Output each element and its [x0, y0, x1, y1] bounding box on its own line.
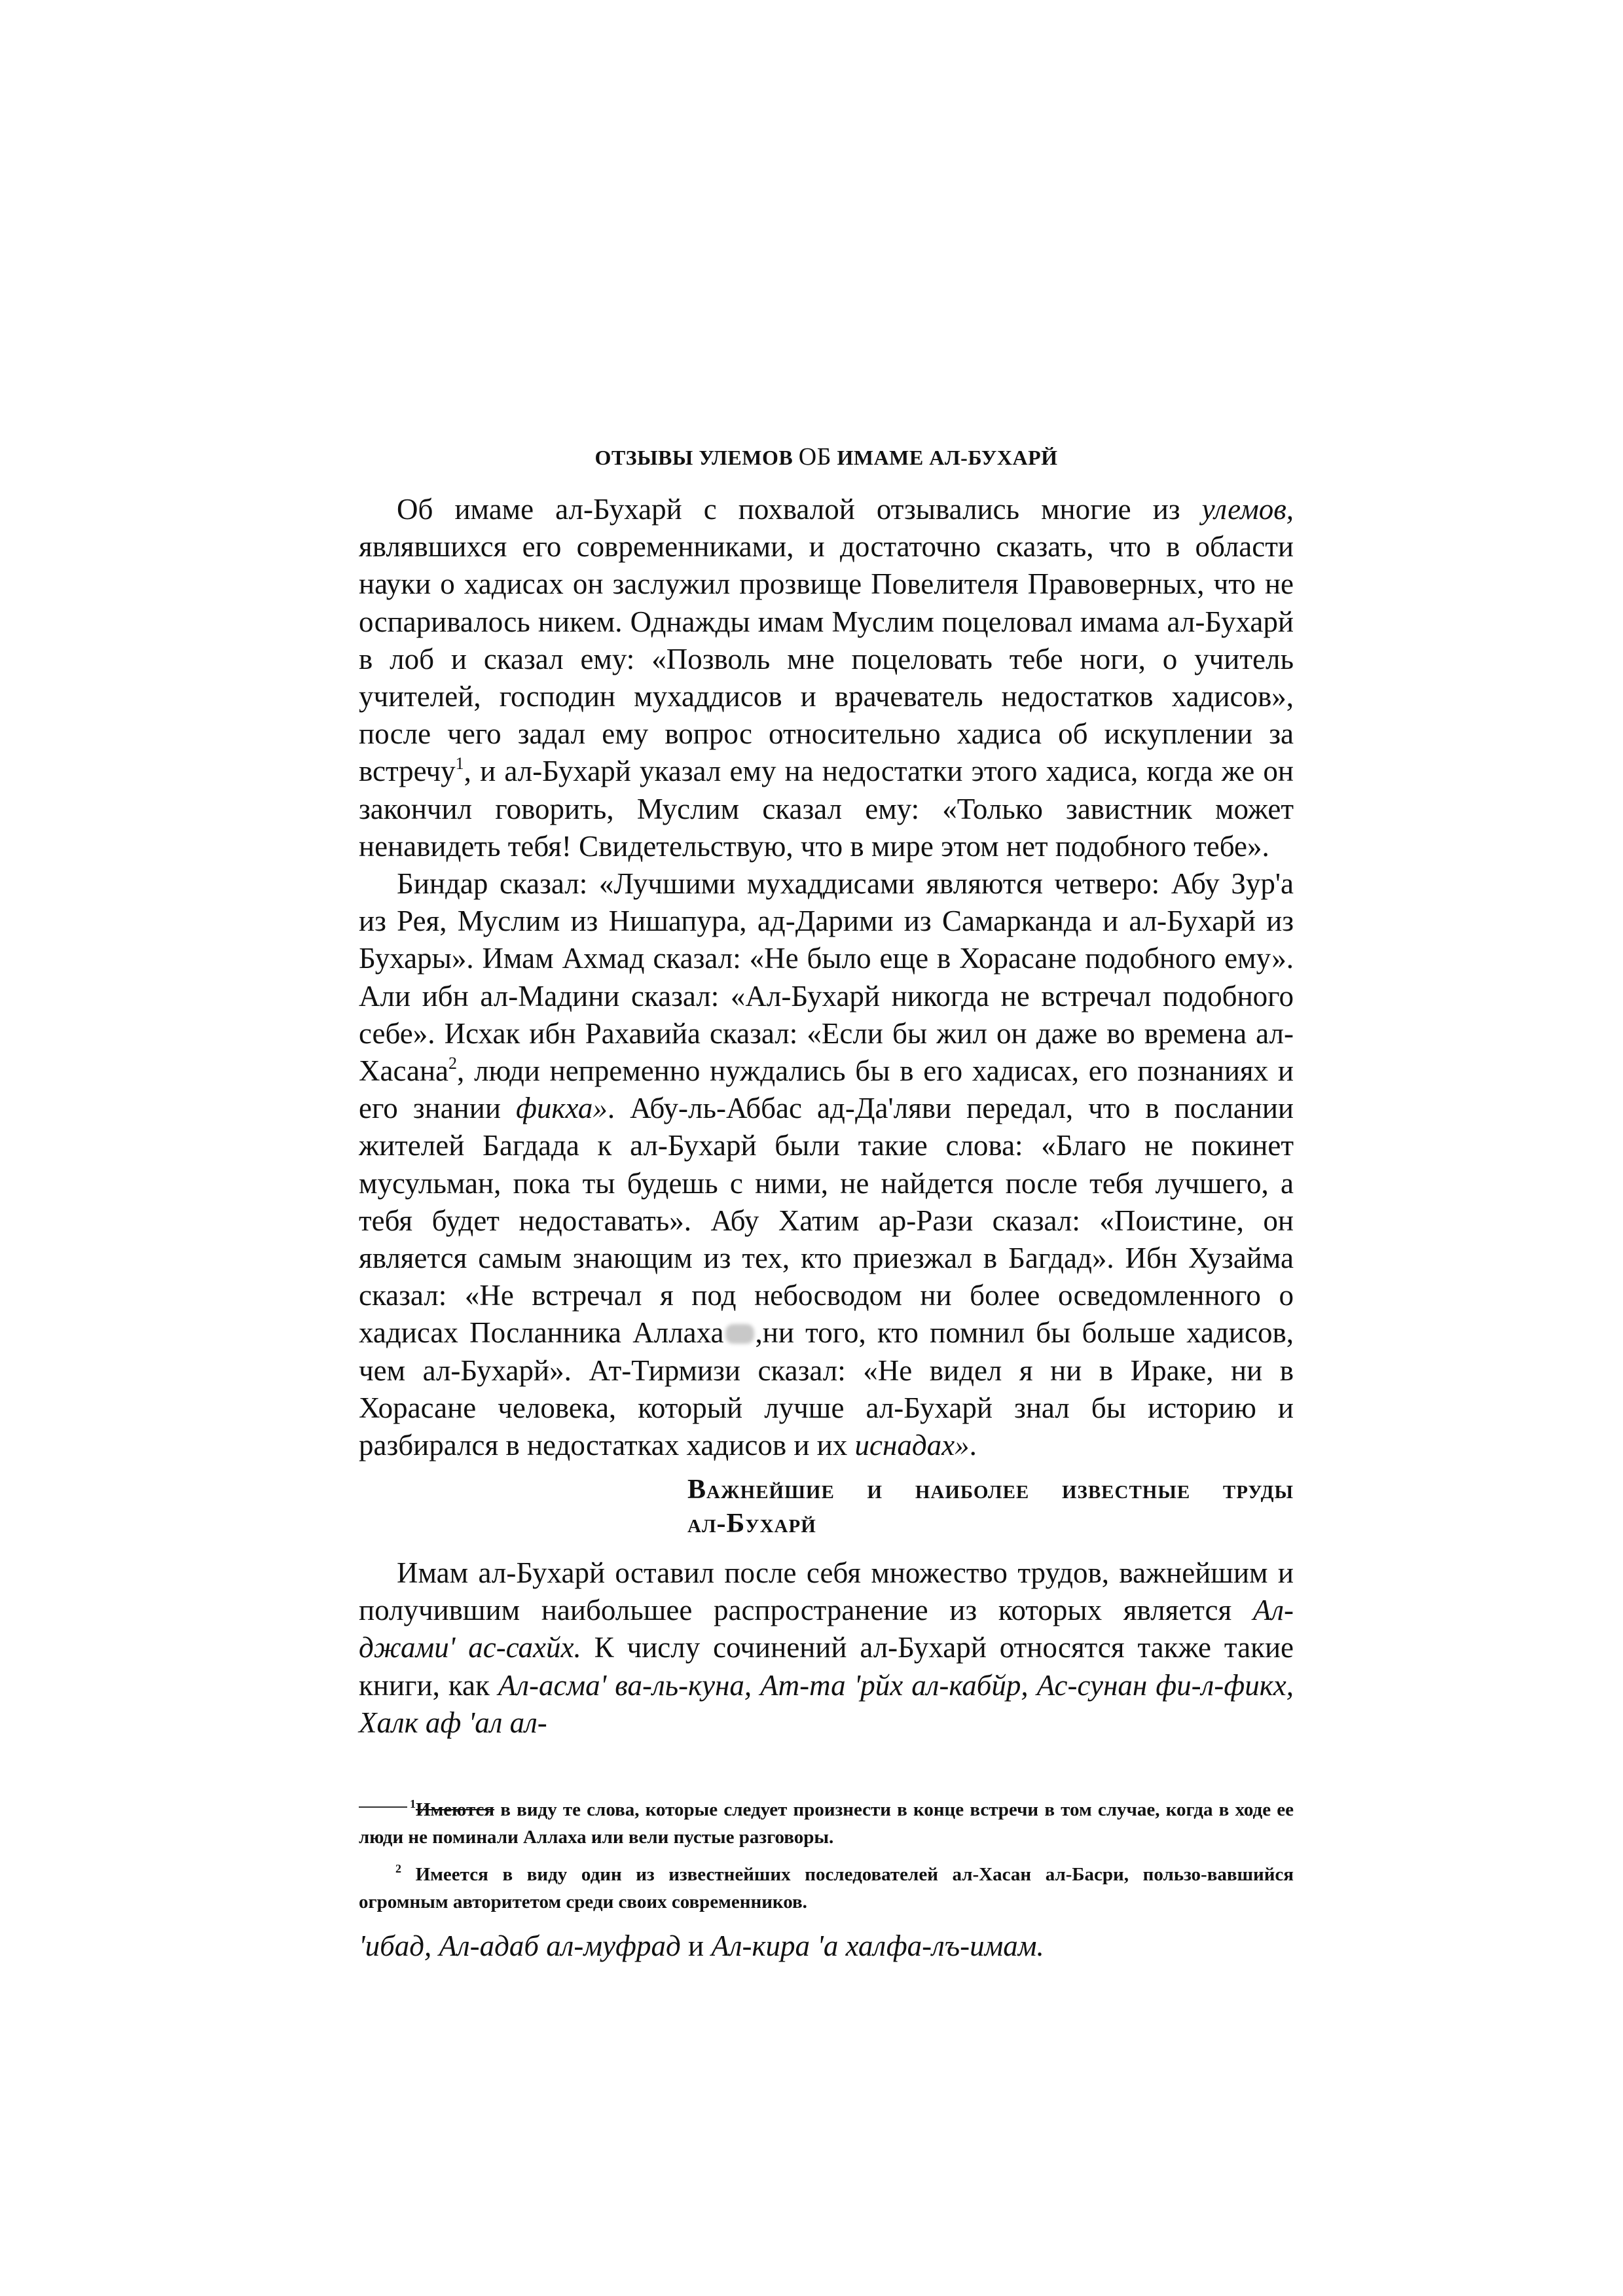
- continuation-line: [359, 1928, 1294, 1965]
- footnote-1-struck-word: Имеются: [416, 1799, 495, 1820]
- footnote-1-number: 1: [410, 1797, 416, 1810]
- footnote-2-text: Имеется в виду один из известнейших последователей ал-Хасан ал-Басри, пользо-вавшийся огромным авторитетом среди своих современников.: [359, 1864, 1294, 1912]
- p2-text-e: ,ни того, кто помнил бы больше хадисов, чем ал-Бухарй». Ат-Тирмизи сказал: «Не видел я ни в Ираке, ни в Хорасане человека, который лучше ал-Бухарй знал бы историю и разбирался в недостатках хадисов и их: [359, 1316, 1294, 1462]
- paragraph-2: [359, 865, 1294, 1464]
- footnote-2: [359, 1855, 1294, 1916]
- footnote-1: [359, 1790, 1294, 1851]
- p2-text-d: . Абу-ль-Аббас ад-Да'ляви передал, что в послании жителей Багдада к ал-Бухарй были такие слова: «Благо не покинет мусульман, пока ты будешь с ними, не найдется после тебя лучшего, а тебя будет недоставать». Абу Хатим ар-Рази сказал: «Поистине, он является самым знающим из тех, кто приезжал в Багдад». Ибн Хузайма сказал: «Не встречал я под небосводом ни более осведомленного о хадисах Посланника Аллаха: [359, 1092, 1294, 1350]
- works-title-line-2: ал-Бухарй: [687, 1509, 816, 1539]
- section-title-works: [687, 1473, 1294, 1541]
- p2-italic-isnadah: иснадах»: [854, 1429, 970, 1462]
- p2-text-g: .: [969, 1429, 977, 1462]
- continuation-italic-a: 'ибад, Ал-адаб ал-муфрад: [359, 1929, 681, 1962]
- p1-text-a: Об имаме ал-Бухарй с похвалой отзывались многие из: [397, 493, 1202, 526]
- p3-italic-sahih: Ал-джами' ас-сахйх.: [359, 1594, 1294, 1664]
- footnote-ref-2[interactable]: 2: [448, 1054, 458, 1073]
- p1-italic-ulemov: улемов,: [1201, 493, 1294, 526]
- p1-text-c: являвшихся его современниками, и достаточно сказать, что в области науки о хадисах он заслужил прозвище Повелителя Правоверных, что не оспаривалось никем. Однажды имам Муслим поцеловал имама ал-Бухарй в лоб и сказал ему: «Позволь мне поцеловать тебе ноги, о учитель учителей, господин мухаддисов и врачеватель недостатков хадисов», после чего задал ему вопрос относительно хадиса об искуплении за встречу: [359, 530, 1294, 788]
- p1-text-d: , и ал-Бухарй указал ему на недостатки этого хадиса, когда же он закончил говорить, Муслим сказал ему: «Только завистник может ненавидеть тебя! Свидетельствую, что в мире этом нет подобного тебе».: [359, 755, 1294, 863]
- section2-body: [359, 1554, 1294, 1742]
- footnotes: [359, 1790, 1294, 1916]
- p2-text-a: Биндар сказал: «Лучшими мухаддисами являются четверо: Абу Зур'а из Рея, Муслим из Нишапура, ад-Дарими из Самарканда и ал-Бухарй из Бухары». Имам Ахмад сказал: «Не было еще в Хорасане подобного ему». Али ибн ал-Мадини сказал: «Ал-Бухарй никогда не встречал подобного себе». Исхак ибн Рахавийа сказал: «Если бы жил он даже во времена ал-Хасана: [359, 867, 1294, 1088]
- footnote-2-number: 2: [395, 1862, 401, 1875]
- footnote-ref-1[interactable]: 1: [455, 754, 464, 774]
- p2-italic-fikha: фикха»: [515, 1092, 608, 1125]
- works-title-line-1: Важнейшие и наиболее известные труды: [687, 1475, 1294, 1505]
- paragraph-3: [359, 1554, 1294, 1742]
- title-ob: ОБ: [798, 443, 831, 471]
- section1-body: [359, 491, 1294, 1464]
- continuation-conj: и: [680, 1929, 712, 1962]
- title-part-2: ИМАМЕ АЛ-БУХАРЙ: [837, 446, 1058, 469]
- footnote-separator: [359, 1806, 407, 1808]
- footnote-1-text: в виду те слова, которые следует произнести в конце встречи в том случае, когда в ходе ее люди не поминали Аллаха или вели пустые разговоры.: [359, 1799, 1294, 1848]
- p3-text-c: К числу сочинений ал-Бухарй относятся также такие книги, как: [359, 1631, 1294, 1702]
- section-title-ulema-reviews: [359, 442, 1294, 471]
- p3-italic-works: Ал-асма' ва-ль-куна, Ат-та 'рйх ал-кабйр, Ас-сунан фи-л-фикх, Халк аф 'ал ал-: [359, 1668, 1294, 1739]
- blurred-honorific-icon: [725, 1324, 754, 1344]
- continuation-italic-c: Ал-кира 'а халфа-лъ-имам.: [711, 1929, 1044, 1962]
- p3-text-a: Имам ал-Бухарй оставил после себя множество трудов, важнейшим и получившим наибольшее распространение из которых является: [359, 1556, 1294, 1627]
- title-part-1: ОТЗЫВЫ УЛЕМОВ: [594, 446, 793, 469]
- p2-text-b: , люди непременно нуждались бы в его хадисах, его познаниях и его знании: [359, 1054, 1294, 1125]
- paragraph-1: [359, 491, 1294, 865]
